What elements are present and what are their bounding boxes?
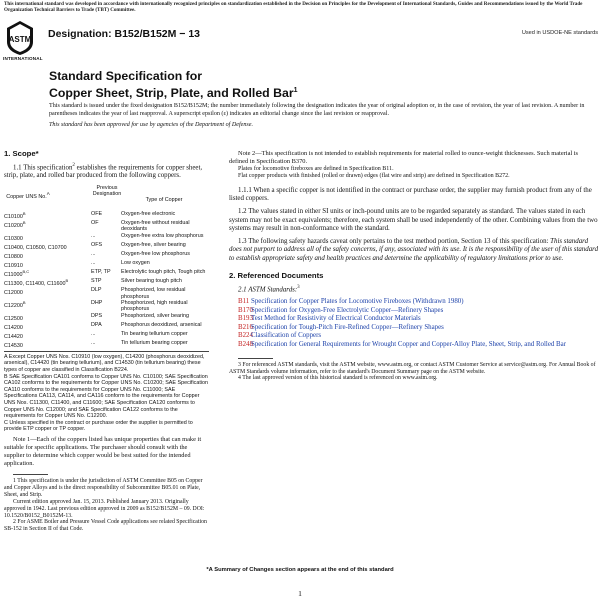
reference-code-link[interactable]: B216 bbox=[238, 323, 253, 331]
previous-designation: DPA bbox=[91, 321, 102, 328]
footnote-rule-right bbox=[238, 358, 273, 359]
uns-cell bbox=[4, 220, 91, 233]
footnote-1-edition: Current edition approved Jan. 15, 2013. Published January 2013. Originally approved in 1942. Last previous edition approved in 2009 as B152/B152M – 09. DOI: 10.1520/B0152_B0152M-13. bbox=[4, 498, 205, 519]
uns-footnote-ref: B bbox=[22, 211, 26, 217]
table-row bbox=[4, 242, 209, 251]
reference-title-link[interactable]: Test Method for Resistivity of Electrical Conductor Materials bbox=[251, 315, 421, 323]
col-header-uns bbox=[4, 191, 52, 200]
intro-text: This standard is issued under the fixed designation B152/B152M; the number immediately following the designation indicates the year of original adoption or, in the case of revision, the year of last revision. A number in parentheses indicates the year of last reapproval. A superscript epsilon (ε) indicates an editorial change since the last revision or reapproval. bbox=[49, 103, 585, 117]
footnote-4: 4 The last approved version of this historical standard is referenced on www.astm.org. bbox=[238, 375, 438, 382]
table-footnote-b: B SAE Specification CA101 conforms to Copper UNS No. C10100; SAE Specification CA102 conforms to the requirements for Copper UNS No. C10200; SAE Specification CA110 conforms to the requirements for Copper UNS No. C11000; SAE Specifications CA113, CA114, and CA116 conform to the requirements for Copper UNS Nos. C11300, C11400, and C11600; SAE Specification CA120 conforms to Copper UNS No. C12000; and SAE Specification CA122 conforms to the requirements for Copper UNS No. C12200. bbox=[4, 373, 209, 420]
copper-type: Oxygen-free low phosphorus bbox=[121, 250, 190, 257]
para-1-3 bbox=[229, 238, 598, 264]
table-row bbox=[4, 211, 209, 220]
note-1: Note 1—Each of the coppers listed has unique properties that can make it suitable for specific applications. The purchaser should consult with the supplier to determine which copper would be best suited for the intended application. bbox=[4, 436, 202, 468]
uns-cell bbox=[4, 340, 91, 349]
previous-designation: DLP bbox=[91, 287, 102, 294]
reference-item[interactable] bbox=[229, 307, 598, 316]
table-footnotes bbox=[4, 354, 209, 433]
reference-title-link[interactable]: Classification of Coppers bbox=[251, 332, 322, 340]
uns-number: C10300 bbox=[4, 235, 23, 242]
previous-designation: ... bbox=[91, 250, 96, 257]
para-2-1 bbox=[229, 284, 598, 295]
para-1-1-rest: establishes the requirements for copper sheet, strip, plate, and rolled bar produced from the following coppers. bbox=[4, 163, 203, 180]
footnote-3: 3 For referenced ASTM standards, visit the ASTM website, www.astm.org, or contact ASTM Customer Service at service@astm.org. For Annual Book of ASTM Standards volume information, refer to the standard's Document Summary page on the ASTM website. bbox=[229, 361, 596, 375]
copper-type: Tin tellurium bearing copper bbox=[121, 339, 188, 346]
previous-designation: STP bbox=[91, 278, 102, 285]
uns-cell bbox=[4, 331, 91, 340]
para-1-3-caveat: This standard does not purport to address all of the safety concerns, if any, associated with its use. It is the responsibility of the user of this standard to establish appropriate safety and health practices and determine the applicability of regulatory limitations prior to use. bbox=[229, 237, 598, 262]
para-1-1-sup: 2 bbox=[72, 162, 75, 168]
table-row bbox=[4, 251, 209, 260]
referenced-docs-heading: 2. Referenced Documents bbox=[229, 270, 324, 280]
uns-cell bbox=[4, 322, 91, 331]
table-row bbox=[4, 331, 209, 340]
uns-cell bbox=[4, 278, 91, 287]
previous-designation: DHP bbox=[91, 299, 103, 306]
col-header-uns-sup: A bbox=[46, 191, 50, 197]
col-header-prev: Previous Designation bbox=[92, 185, 122, 198]
right-column bbox=[229, 150, 598, 382]
previous-designation: OFS bbox=[91, 241, 103, 248]
uns-number: C14200 bbox=[4, 324, 23, 331]
uns-cell bbox=[4, 242, 91, 251]
table-header bbox=[4, 185, 209, 211]
uns-number: C10400, C10500, C10700 bbox=[4, 244, 67, 251]
uns-cell bbox=[4, 260, 91, 269]
copper-type: Phosphorized, silver bearing bbox=[121, 312, 190, 319]
copper-type: Phosphorized, low residual phosphorus bbox=[121, 287, 186, 300]
standards-notice: This international standard was developed in accordance with internationally recognized principles on standardization established in the Decision on Principles for the Development of International Standards, Guides and Recommendations issued by the World Trade Organization Technical Barriers to Trade (TBT) Committee. bbox=[4, 1, 583, 14]
reference-code-link[interactable]: B248 bbox=[238, 341, 253, 349]
intro-block bbox=[49, 103, 589, 130]
copper-type: Low oxygen bbox=[121, 260, 150, 267]
footnote-1: 1 This specification is under the jurisdiction of ASTM Committee B05 on Copper and Copper Alloys and is the direct responsibility of Subcommittee B05.01 on Plate, Sheet, and Strip. bbox=[4, 478, 203, 498]
table-row bbox=[4, 313, 209, 322]
copper-table bbox=[4, 185, 209, 352]
uns-footnote-ref: B bbox=[65, 278, 69, 284]
table-body bbox=[4, 211, 209, 349]
uns-number: C12500 bbox=[4, 315, 23, 322]
table-row bbox=[4, 340, 209, 349]
uns-cell bbox=[4, 313, 91, 322]
table-footnote-c: C Unless specified in the contract or purchase order the supplier is permitted to provide ETP copper or TP copper. bbox=[4, 419, 193, 433]
copper-type: Phosphorized, high residual phosphorus bbox=[121, 299, 188, 313]
reference-code-link[interactable]: B170 bbox=[238, 306, 253, 314]
table-row bbox=[4, 287, 209, 300]
table-footnote-a: A Except Copper UNS Nos. C10910 (low oxygen), C14200 (phosphorus deoxidized, arsenical), C14420 (tin bearing tellurium), and C14530 (tin tellurium bearing) these types of copper are classified in Classification B224. bbox=[4, 353, 205, 374]
uns-cell bbox=[4, 300, 91, 313]
col-header-uns-text: Copper UNS No. bbox=[6, 193, 47, 200]
table-row bbox=[4, 260, 209, 269]
para-1-1-1: 1.1.1 When a specific copper is not identified in the contract or purchase order, the supplier may furnish product from any of the listed coppers. bbox=[229, 186, 592, 203]
table-row bbox=[4, 278, 209, 287]
reference-code-link[interactable]: B11 bbox=[238, 298, 250, 306]
copper-type: Oxygen-free, silver bearing bbox=[121, 241, 186, 248]
previous-designation: ... bbox=[91, 330, 96, 337]
uns-number: C11300, C11400, C11600 bbox=[4, 281, 66, 288]
uns-cell bbox=[4, 251, 91, 260]
footnote-2: 2 For ASME Boiler and Pressure Vessel Code applications see related Specification SB-152 in Section II of that Code. bbox=[4, 519, 207, 533]
para-1-1 bbox=[4, 162, 209, 181]
previous-designation: ... bbox=[91, 232, 96, 239]
reference-item[interactable] bbox=[229, 315, 598, 324]
scope-heading: 1. Scope* bbox=[4, 149, 39, 158]
copper-type: Tin bearing tellurium copper bbox=[121, 330, 188, 337]
title-main: Copper Sheet, Strip, Plate, and Rolled Bar bbox=[49, 85, 294, 100]
reference-item[interactable] bbox=[229, 324, 598, 333]
logo-caption: INTERNATIONAL bbox=[3, 56, 43, 61]
previous-designation: ... bbox=[91, 260, 96, 267]
reference-code-link[interactable]: B193 bbox=[238, 315, 253, 323]
para-1-3-lead: 1.3 The following safety hazards caveat only pertains to the test method portion, Section 13 of this specification: bbox=[238, 237, 551, 245]
reference-item[interactable] bbox=[229, 341, 598, 350]
designation: Designation: B152/B152M − 13 bbox=[48, 28, 201, 40]
uns-number: C12200 bbox=[4, 302, 23, 309]
table-row bbox=[4, 322, 209, 331]
para-2-1-sup: 3 bbox=[297, 285, 300, 291]
copper-type: Phosphorus deoxidized, arsenical bbox=[121, 321, 202, 328]
copper-type: Oxygen-free electronic bbox=[121, 211, 176, 218]
uns-number: C11000 bbox=[4, 271, 23, 278]
table-rule bbox=[4, 351, 209, 352]
table-row bbox=[4, 220, 209, 233]
para-1-1-lead: 1.1 This specification bbox=[13, 163, 73, 171]
title-line-1: Standard Specification for bbox=[49, 69, 203, 83]
page-title bbox=[49, 70, 298, 100]
uns-number: C10910 bbox=[4, 262, 23, 269]
uns-number: C10200 bbox=[4, 222, 23, 229]
reference-title-link[interactable]: Specification for Oxygen-Free Electrolytic Copper—Refinery Shapes bbox=[251, 306, 444, 314]
copper-type: Electrolytic tough pitch, Tough pitch bbox=[121, 269, 206, 276]
uns-footnote-ref: B bbox=[22, 220, 26, 226]
dod-approval: This standard has been approved for use by agencies of the Department of Defense. bbox=[49, 122, 253, 129]
title-footnote-ref: 1 bbox=[293, 86, 298, 94]
reference-title-link[interactable]: Specification for Tough-Pitch Fire-Refined Copper—Refinery Shapes bbox=[251, 323, 444, 331]
page-number: 1 bbox=[298, 589, 302, 598]
reference-item[interactable] bbox=[229, 298, 598, 307]
previous-designation: ETP, TP bbox=[91, 269, 111, 276]
summary-of-changes-notice: *A Summary of Changes section appears at the end of this standard bbox=[206, 567, 394, 573]
previous-designation: OFE bbox=[91, 211, 103, 218]
previous-designation: OF bbox=[91, 220, 99, 227]
uns-cell bbox=[4, 287, 91, 300]
reference-title-link[interactable]: Specification for Copper Plates for Locomotive Fireboxes (Withdrawn 1980) bbox=[251, 298, 464, 306]
used-in-label: Used in USDOE-NE standards bbox=[521, 30, 598, 36]
table-row bbox=[4, 233, 209, 242]
reference-code-link[interactable]: B224 bbox=[238, 332, 253, 340]
uns-footnote-ref: B,C bbox=[22, 269, 30, 275]
uns-number: C14420 bbox=[4, 333, 23, 340]
uns-cell bbox=[4, 211, 91, 220]
uns-number: C10800 bbox=[4, 253, 23, 260]
reference-title-link[interactable]: Specification for General Requirements for Wrought Copper and Copper-Alloy Plate, Sheet, Strip, and Rolled Bar bbox=[251, 341, 567, 349]
copper-type: Oxygen-free extra low phosphorus bbox=[121, 232, 204, 239]
para-2-1-text: 2.1 ASTM Standards: bbox=[238, 286, 298, 294]
previous-designation: DPS bbox=[91, 312, 103, 319]
reference-list bbox=[229, 298, 598, 350]
note-2: Note 2—This specification is not intended to establish requirements for material rolled to ounce-weight thicknesses. Such material is defined in Specification B370. bbox=[229, 150, 579, 165]
astm-logo-icon bbox=[5, 20, 35, 56]
svg-text:ASTM: ASTM bbox=[8, 35, 32, 44]
reference-item[interactable] bbox=[229, 332, 598, 341]
uns-number: C14530 bbox=[4, 342, 23, 349]
uns-footnote-ref: B bbox=[22, 299, 26, 305]
footnote-rule bbox=[13, 474, 48, 475]
table-row bbox=[4, 269, 209, 278]
uns-cell bbox=[4, 233, 91, 242]
copper-type: Silver bearing tough pitch bbox=[121, 278, 182, 285]
note-2-flat: Flat copper products with finished (rolled or drawn) edges (flat wire and strip) are defined in Specification B272. bbox=[238, 173, 510, 180]
title-line-2 bbox=[49, 84, 298, 101]
uns-cell bbox=[4, 269, 91, 278]
note-2-fireboxes: Plates for locomotive fireboxes are defined in Specification B11. bbox=[238, 166, 394, 172]
para-1-2: 1.2 The values stated in either SI units or inch-pound units are to be regarded separately as standard. The values stated in each system may not be exact equivalents; therefore, each system shall be used independently of the other. Combining values from the two systems may result in non-conformance with the standard. bbox=[229, 208, 598, 233]
uns-number: C12000 bbox=[4, 290, 23, 297]
col-header-type: Type of Copper bbox=[145, 197, 183, 204]
previous-designation: ... bbox=[91, 339, 96, 346]
table-row bbox=[4, 300, 209, 313]
copper-type: Oxygen-free without residual deoxidants bbox=[121, 220, 190, 233]
left-column bbox=[4, 150, 209, 533]
uns-number: C10100 bbox=[4, 213, 23, 220]
